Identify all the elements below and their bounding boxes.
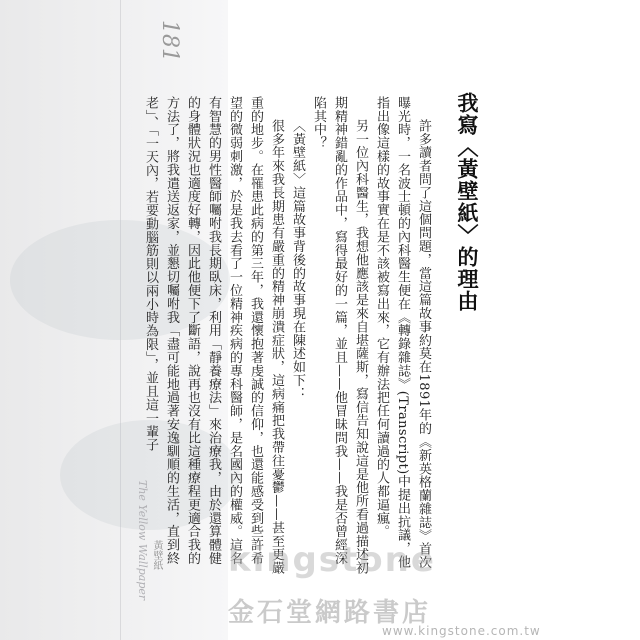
body-text <box>140 96 434 576</box>
decorative-script-title: The Yellow Wallpaper <box>136 480 149 601</box>
paragraph: 另一位內科醫生，我想他應該是來自堪薩斯，寫信告知說這是他所看過描述初期精神錯亂的作品中，寫得最好的一篇，並且——他冒昧問我——我是否曾經深陷其中？ <box>311 96 368 575</box>
running-head: 黃壁紙 <box>151 540 162 570</box>
watermark-chinese: 金石堂網路書店 <box>228 598 432 628</box>
watermark-brand: kingstone <box>228 540 436 580</box>
watermark-url: www.kingstone.com.tw <box>382 624 541 638</box>
page-number: 181 <box>157 20 182 62</box>
chapter-title: 我寫〈黃壁紙〉的理由 <box>455 92 479 312</box>
paragraph: 許多讀者問了這個問題，當這篇故事約莫在1891年的《新英格蘭雜誌》首次曝光時，一名波士頓的內科醫生便在《轉錄雜誌》(Transcript)中提出抗議，他指出像這樣的故事實在是不該被寫出來，它有辦法把任何讀過的人都逼瘋。 <box>374 96 431 570</box>
paragraph: 〈黃壁紙〉這篇故事背後的故事現在陳述如下： <box>290 119 305 401</box>
paragraph: 很多年來我長期患有嚴重的精神崩潰症狀，這病痛把我帶往憂鬱——甚至更嚴重的地步。在罹患此病的第三年，我還懷抱著虔誠的信仰，也還能感受到些許希望的微弱刺激，於是我去看了一位精神疾病的專科醫師，是名國內的權威。這名有智慧的男性醫師囑咐我長期臥床，利用「靜養療法」來治療我，由於還算體健的身體狀況也適度好轉，因此他便下了斷語，說再也沒有比這種療程更適合我的方法了，將我遣送返家，並懇切囑咐我「盡可能地過著安逸馴順的生活，直到終老」、「一天內，若要動腦筋則以兩小時為限」，並且這一輩子 <box>143 96 284 575</box>
